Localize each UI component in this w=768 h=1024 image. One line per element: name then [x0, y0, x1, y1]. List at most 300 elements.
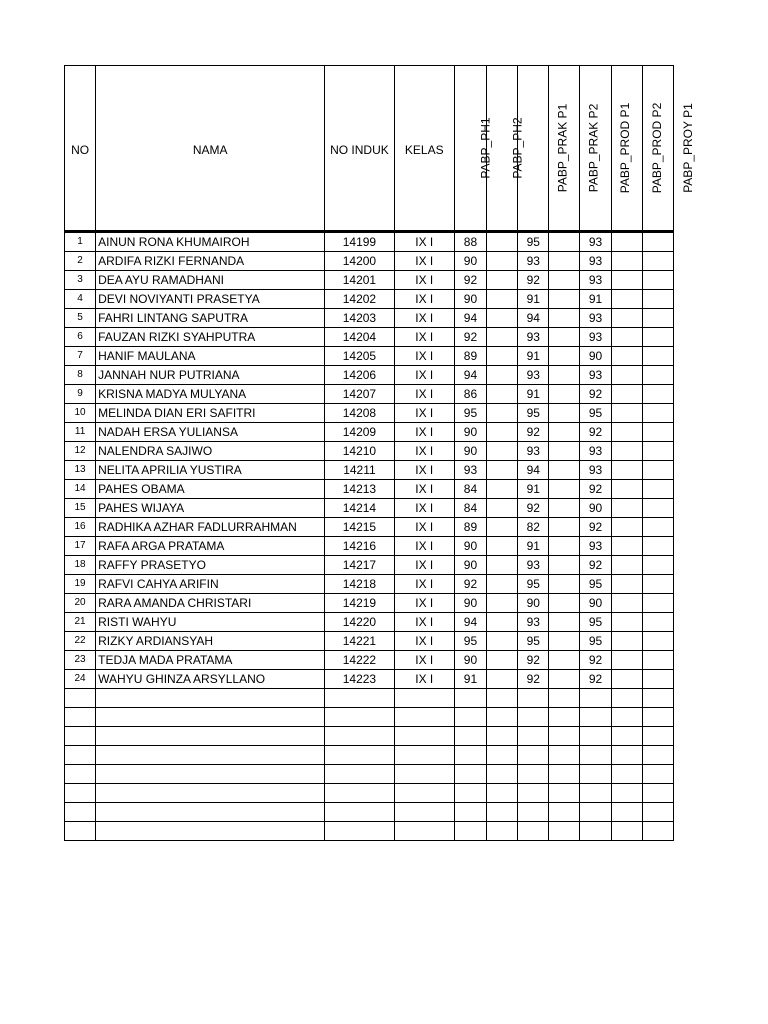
cell-no: 17 [65, 537, 96, 556]
cell-score [642, 518, 673, 537]
cell-score [611, 727, 642, 746]
cell-no-induk [325, 765, 394, 784]
cell-kelas: IX I [394, 309, 454, 328]
cell-score: 90 [454, 423, 486, 442]
cell-score: 92 [518, 271, 549, 290]
cell-score [487, 442, 518, 461]
cell-score [549, 423, 580, 442]
table-row [65, 670, 674, 689]
cell-score [611, 499, 642, 518]
cell-score: 95 [580, 404, 611, 423]
cell-score: 95 [580, 613, 611, 632]
table-row [65, 613, 674, 632]
cell-no-induk: 14208 [325, 404, 394, 423]
cell-score [611, 689, 642, 708]
cell-score [580, 803, 611, 822]
cell-score: 92 [580, 480, 611, 499]
cell-nama: DEVI NOVIYANTI PRASETYA [96, 290, 325, 309]
cell-score [642, 765, 673, 784]
cell-score: 93 [518, 252, 549, 271]
cell-kelas: IX I [394, 518, 454, 537]
cell-score: 93 [518, 613, 549, 632]
cell-score [549, 442, 580, 461]
table-row [65, 366, 674, 385]
cell-score [642, 575, 673, 594]
cell-no-induk [325, 822, 394, 841]
cell-no [65, 765, 96, 784]
cell-kelas: IX I [394, 290, 454, 309]
cell-score [549, 232, 580, 252]
cell-score [611, 309, 642, 328]
cell-score [549, 708, 580, 727]
cell-score [642, 404, 673, 423]
cell-score [487, 309, 518, 328]
table-row [65, 442, 674, 461]
cell-nama: AINUN RONA KHUMAIROH [96, 232, 325, 252]
cell-score [642, 727, 673, 746]
cell-nama: NADAH ERSA YULIANSA [96, 423, 325, 442]
header-nama: NAMA [96, 66, 325, 232]
cell-no-induk: 14222 [325, 651, 394, 670]
cell-no: 18 [65, 556, 96, 575]
cell-score [642, 252, 673, 271]
cell-kelas: IX I [394, 328, 454, 347]
cell-nama: WAHYU GHINZA ARSYLLANO [96, 670, 325, 689]
cell-no-induk: 14201 [325, 271, 394, 290]
header-kelas: KELAS [394, 66, 454, 232]
cell-score: 88 [454, 232, 486, 252]
cell-score [642, 803, 673, 822]
cell-score: 84 [454, 499, 486, 518]
cell-no-induk [325, 689, 394, 708]
cell-no-induk [325, 784, 394, 803]
cell-score [487, 556, 518, 575]
cell-score [642, 651, 673, 670]
cell-score [487, 575, 518, 594]
cell-score [518, 708, 549, 727]
cell-score [487, 518, 518, 537]
cell-nama: RADHIKA AZHAR FADLURRAHMAN [96, 518, 325, 537]
table-header [65, 66, 695, 232]
table-row [65, 803, 674, 822]
cell-kelas: IX I [394, 252, 454, 271]
cell-score [518, 746, 549, 765]
cell-kelas [394, 765, 454, 784]
cell-no-induk: 14207 [325, 385, 394, 404]
table-row [65, 689, 674, 708]
cell-score: 90 [580, 499, 611, 518]
cell-score [642, 499, 673, 518]
cell-score [580, 727, 611, 746]
cell-score [549, 651, 580, 670]
cell-score [487, 404, 518, 423]
cell-score [549, 366, 580, 385]
cell-score [487, 252, 518, 271]
cell-score [487, 480, 518, 499]
cell-score: 92 [580, 385, 611, 404]
cell-nama: PAHES OBAMA [96, 480, 325, 499]
cell-score [611, 518, 642, 537]
cell-no-induk: 14220 [325, 613, 394, 632]
cell-score [642, 423, 673, 442]
cell-score [454, 803, 486, 822]
cell-no: 2 [65, 252, 96, 271]
cell-no-induk: 14219 [325, 594, 394, 613]
cell-score: 93 [518, 366, 549, 385]
cell-score: 95 [518, 404, 549, 423]
cell-no-induk: 14223 [325, 670, 394, 689]
header-score [454, 66, 493, 232]
cell-score [549, 385, 580, 404]
cell-score [580, 708, 611, 727]
table-row [65, 480, 674, 499]
cell-score: 93 [580, 366, 611, 385]
cell-score: 84 [454, 480, 486, 499]
cell-score [487, 803, 518, 822]
cell-kelas: IX I [394, 423, 454, 442]
cell-no-induk [325, 727, 394, 746]
cell-score [611, 290, 642, 309]
cell-score [611, 480, 642, 499]
cell-score [487, 746, 518, 765]
cell-score: 92 [518, 499, 549, 518]
cell-score [549, 689, 580, 708]
cell-score [611, 442, 642, 461]
cell-score: 91 [518, 537, 549, 556]
cell-score [454, 708, 486, 727]
cell-no: 15 [65, 499, 96, 518]
cell-score [611, 746, 642, 765]
cell-no: 24 [65, 670, 96, 689]
cell-no [65, 822, 96, 841]
cell-score: 90 [454, 537, 486, 556]
cell-nama: NELITA APRILIA YUSTIRA [96, 461, 325, 480]
header-no-induk: NO INDUK [325, 66, 394, 232]
table-body [65, 232, 674, 841]
cell-score: 95 [518, 632, 549, 651]
table-row [65, 347, 674, 366]
cell-score [487, 613, 518, 632]
cell-score: 95 [580, 575, 611, 594]
cell-kelas: IX I [394, 499, 454, 518]
cell-score [642, 442, 673, 461]
cell-nama [96, 822, 325, 841]
cell-no-induk [325, 708, 394, 727]
table-row [65, 309, 674, 328]
cell-score: 90 [454, 556, 486, 575]
cell-score [487, 423, 518, 442]
cell-score: 90 [454, 252, 486, 271]
cell-score [549, 727, 580, 746]
cell-nama [96, 784, 325, 803]
table-row [65, 556, 674, 575]
cell-score [611, 803, 642, 822]
cell-score [518, 784, 549, 803]
cell-score [549, 499, 580, 518]
cell-score [642, 689, 673, 708]
cell-no: 9 [65, 385, 96, 404]
cell-score [642, 613, 673, 632]
table-row [65, 423, 674, 442]
cell-score: 92 [580, 651, 611, 670]
cell-nama: RAFFY PRASETYO [96, 556, 325, 575]
cell-no-induk: 14217 [325, 556, 394, 575]
cell-score [487, 784, 518, 803]
cell-no: 4 [65, 290, 96, 309]
cell-score: 92 [580, 670, 611, 689]
table-row [65, 708, 674, 727]
cell-no: 1 [65, 232, 96, 252]
cell-score [454, 765, 486, 784]
cell-score: 93 [454, 461, 486, 480]
table-row [65, 537, 674, 556]
table-row [65, 232, 674, 252]
cell-score: 94 [518, 461, 549, 480]
cell-score [642, 594, 673, 613]
cell-kelas: IX I [394, 613, 454, 632]
cell-no: 21 [65, 613, 96, 632]
cell-kelas: IX I [394, 461, 454, 480]
table-row [65, 518, 674, 537]
cell-score: 94 [454, 366, 486, 385]
cell-no-induk: 14203 [325, 309, 394, 328]
cell-score [611, 328, 642, 347]
cell-no: 7 [65, 347, 96, 366]
cell-nama: PAHES WIJAYA [96, 499, 325, 518]
cell-score [549, 746, 580, 765]
cell-score [642, 480, 673, 499]
cell-no-induk: 14200 [325, 252, 394, 271]
cell-no-induk: 14221 [325, 632, 394, 651]
header-row [65, 66, 674, 232]
cell-score: 93 [580, 271, 611, 290]
cell-score [549, 765, 580, 784]
cell-score [487, 689, 518, 708]
cell-kelas: IX I [394, 594, 454, 613]
cell-score: 93 [518, 442, 549, 461]
cell-nama: FAHRI LINTANG SAPUTRA [96, 309, 325, 328]
cell-nama [96, 765, 325, 784]
cell-nama: NALENDRA SAJIWO [96, 442, 325, 461]
cell-score [549, 556, 580, 575]
cell-no: 5 [65, 309, 96, 328]
cell-score [580, 784, 611, 803]
cell-nama: RAFVI CAHYA ARIFIN [96, 575, 325, 594]
cell-score: 90 [454, 594, 486, 613]
cell-score [611, 366, 642, 385]
cell-no-induk: 14199 [325, 232, 394, 252]
cell-score [549, 537, 580, 556]
cell-kelas: IX I [394, 232, 454, 252]
table-row [65, 822, 674, 841]
cell-score [642, 708, 673, 727]
cell-nama [96, 746, 325, 765]
cell-kelas [394, 803, 454, 822]
cell-score [580, 746, 611, 765]
cell-score [642, 271, 673, 290]
cell-score [454, 689, 486, 708]
cell-score: 94 [518, 309, 549, 328]
cell-score [454, 784, 486, 803]
cell-no-induk: 14211 [325, 461, 394, 480]
cell-score: 93 [580, 232, 611, 252]
cell-score: 92 [580, 423, 611, 442]
cell-score [549, 309, 580, 328]
cell-score [611, 347, 642, 366]
cell-score [487, 328, 518, 347]
cell-no-induk: 14218 [325, 575, 394, 594]
cell-nama [96, 727, 325, 746]
cell-score [549, 670, 580, 689]
cell-no-induk: 14209 [325, 423, 394, 442]
cell-score [549, 461, 580, 480]
cell-score [549, 404, 580, 423]
table-row [65, 651, 674, 670]
table-row [65, 727, 674, 746]
cell-no: 22 [65, 632, 96, 651]
table-row [65, 765, 674, 784]
cell-no [65, 784, 96, 803]
cell-no: 8 [65, 366, 96, 385]
cell-no-induk: 14204 [325, 328, 394, 347]
cell-score [642, 556, 673, 575]
cell-score [487, 822, 518, 841]
cell-score [549, 480, 580, 499]
cell-score [549, 290, 580, 309]
cell-kelas: IX I [394, 442, 454, 461]
cell-kelas: IX I [394, 404, 454, 423]
cell-score [642, 461, 673, 480]
cell-score [611, 613, 642, 632]
cell-score: 89 [454, 518, 486, 537]
cell-score [549, 613, 580, 632]
cell-no: 20 [65, 594, 96, 613]
cell-score [642, 290, 673, 309]
cell-score: 93 [580, 461, 611, 480]
cell-score [611, 670, 642, 689]
header-score-label: PABP_PH1 [478, 117, 493, 179]
cell-kelas [394, 689, 454, 708]
cell-score [611, 556, 642, 575]
cell-score [487, 651, 518, 670]
cell-score [642, 328, 673, 347]
cell-score [549, 347, 580, 366]
cell-score: 93 [580, 328, 611, 347]
cell-nama: HANIF MAULANA [96, 347, 325, 366]
cell-score [642, 784, 673, 803]
cell-no-induk: 14210 [325, 442, 394, 461]
cell-kelas: IX I [394, 670, 454, 689]
cell-nama: JANNAH NUR PUTRIANA [96, 366, 325, 385]
cell-score [487, 499, 518, 518]
cell-score [580, 822, 611, 841]
cell-score [642, 632, 673, 651]
cell-score [642, 670, 673, 689]
cell-score: 92 [518, 651, 549, 670]
cell-kelas: IX I [394, 366, 454, 385]
cell-score: 91 [518, 347, 549, 366]
cell-score: 93 [580, 309, 611, 328]
cell-nama [96, 708, 325, 727]
cell-nama: RIZKY ARDIANSYAH [96, 632, 325, 651]
cell-no [65, 746, 96, 765]
cell-kelas: IX I [394, 480, 454, 499]
table-row [65, 575, 674, 594]
cell-score [518, 822, 549, 841]
cell-score [487, 537, 518, 556]
cell-kelas: IX I [394, 651, 454, 670]
cell-kelas: IX I [394, 556, 454, 575]
cell-score: 93 [580, 252, 611, 271]
cell-no [65, 803, 96, 822]
cell-score: 82 [518, 518, 549, 537]
header-score-label: PABP_PROD P1 [618, 102, 633, 194]
cell-score [487, 366, 518, 385]
cell-nama: RISTI WAHYU [96, 613, 325, 632]
cell-no: 19 [65, 575, 96, 594]
cell-score: 93 [580, 537, 611, 556]
cell-nama: RAFA ARGA PRATAMA [96, 537, 325, 556]
grade-table [64, 65, 695, 841]
cell-score [487, 290, 518, 309]
cell-score [518, 765, 549, 784]
cell-score [611, 765, 642, 784]
cell-score [611, 232, 642, 252]
cell-kelas [394, 727, 454, 746]
cell-score: 90 [580, 594, 611, 613]
cell-score: 92 [454, 271, 486, 290]
cell-score [549, 575, 580, 594]
cell-no [65, 708, 96, 727]
cell-no [65, 727, 96, 746]
cell-score [642, 232, 673, 252]
cell-score: 92 [518, 670, 549, 689]
cell-score: 94 [454, 309, 486, 328]
cell-no [65, 689, 96, 708]
cell-score [611, 423, 642, 442]
table-row [65, 632, 674, 651]
cell-score: 90 [454, 442, 486, 461]
cell-nama: MELINDA DIAN ERI SAFITRI [96, 404, 325, 423]
cell-score [642, 746, 673, 765]
cell-score [487, 765, 518, 784]
cell-score [549, 632, 580, 651]
cell-kelas: IX I [394, 385, 454, 404]
cell-score [642, 366, 673, 385]
cell-nama: DEA AYU RAMADHANI [96, 271, 325, 290]
cell-score [549, 328, 580, 347]
cell-kelas [394, 784, 454, 803]
header-score-label: PABP_PRAK P2 [586, 103, 601, 193]
cell-score [549, 594, 580, 613]
cell-score: 92 [518, 423, 549, 442]
cell-score [549, 252, 580, 271]
cell-score: 92 [454, 328, 486, 347]
cell-score [611, 461, 642, 480]
table-row [65, 271, 674, 290]
cell-nama: RARA AMANDA CHRISTARI [96, 594, 325, 613]
cell-no: 10 [65, 404, 96, 423]
cell-score: 95 [518, 575, 549, 594]
table-row [65, 784, 674, 803]
cell-kelas [394, 822, 454, 841]
cell-no-induk: 14214 [325, 499, 394, 518]
cell-score [611, 252, 642, 271]
cell-kelas: IX I [394, 575, 454, 594]
header-score-label: PABP_PROD P2 [649, 102, 664, 194]
cell-score [487, 632, 518, 651]
cell-kelas [394, 708, 454, 727]
